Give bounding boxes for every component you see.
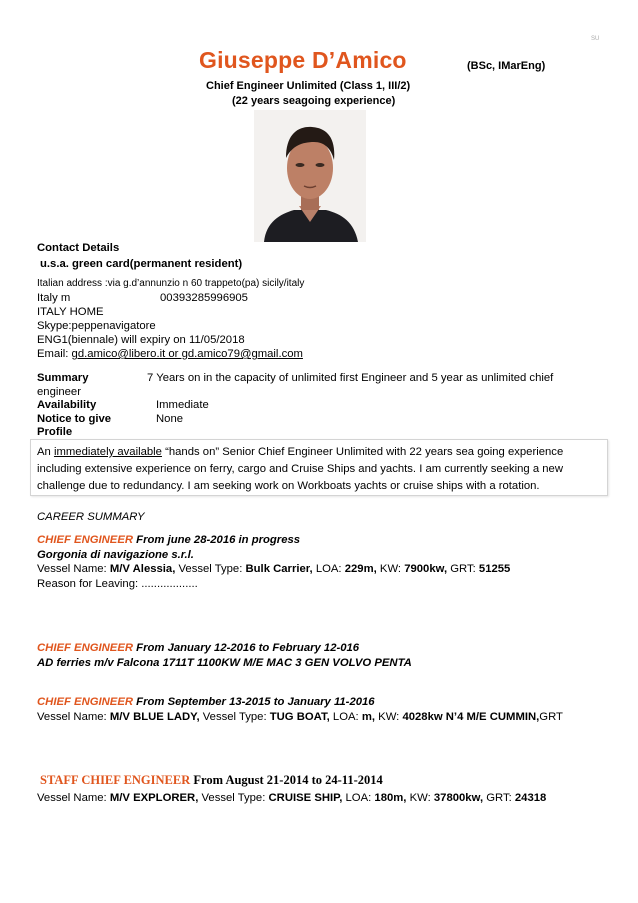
job1-company: Gorgonia di navigazione s.r.l. bbox=[37, 549, 194, 561]
vessel-name-label: Vessel Name: bbox=[37, 711, 110, 723]
job2-header bbox=[37, 642, 359, 654]
availability-value: Immediate bbox=[156, 399, 209, 411]
profile-line-2: including extensive experience on ferry, cargo and Cruise Ships and yachts. I am currently seeking a new bbox=[37, 463, 564, 475]
job1-reason: Reason for Leaving: .................. bbox=[37, 578, 198, 590]
notice-label: Notice to give bbox=[37, 413, 112, 425]
kw-value: 37800kw, bbox=[433, 792, 484, 804]
kw-value: 4028kw N’4 M/E CUMMIN, bbox=[402, 711, 540, 723]
notice-value: None bbox=[156, 413, 184, 425]
loa-value: m, bbox=[361, 711, 376, 723]
candidate-name: Giuseppe D’Amico bbox=[199, 47, 407, 73]
summary-value: 7 Years on in the capacity of unlimited first Engineer and 5 year as unlimited chief bbox=[147, 372, 554, 384]
job1-period: From june 28-2016 in progress bbox=[133, 534, 301, 546]
availability-label: Availability bbox=[37, 399, 97, 411]
home-location: ITALY HOME bbox=[37, 306, 104, 318]
profile-label: Profile bbox=[37, 426, 73, 438]
grt-value: 51255 bbox=[478, 563, 511, 575]
vessel-type-label: Vessel Type: bbox=[198, 792, 269, 804]
contact-heading: Contact Details bbox=[37, 242, 120, 254]
job3-header bbox=[37, 696, 375, 708]
grt-label: GRT: bbox=[483, 792, 515, 804]
job2-period: From January 12-2016 to February 12-016 bbox=[133, 642, 360, 654]
loa-label: LOA: bbox=[342, 792, 375, 804]
loa-label: LOA: bbox=[312, 563, 345, 575]
email-link[interactable]: gd.amico@libero.it or gd.amico79@gmail.com bbox=[71, 348, 303, 360]
job1-role: CHIEF ENGINEER bbox=[37, 534, 134, 546]
loa-value: 180m, bbox=[374, 792, 407, 804]
job2-details: AD ferries m/v Falcona 1711T 1100KW M/E MAC 3 GEN VOLVO PENTA bbox=[37, 657, 412, 669]
qualifications: (BSc, IMarEng) bbox=[467, 60, 546, 72]
vessel-type-label: Vessel Type: bbox=[175, 563, 246, 575]
vessel-name-label: Vessel Name: bbox=[37, 563, 110, 575]
green-card-status: u.s.a. green card(permanent resident) bbox=[40, 258, 243, 270]
phone-label: Italy m bbox=[37, 292, 71, 304]
vessel-type: Bulk Carrier, bbox=[245, 563, 313, 575]
job1-header bbox=[37, 534, 300, 546]
kw-label: KW: bbox=[376, 563, 405, 575]
kw-value: 7900kw, bbox=[404, 563, 448, 575]
summary-value-cont: engineer bbox=[37, 386, 81, 398]
career-summary-heading: CAREER SUMMARY bbox=[37, 511, 145, 523]
italian-address: Italian address :via g.d’annunzio n 60 trappeto(pa) sicily/italy bbox=[37, 278, 305, 289]
profile-intro-prefix: An bbox=[37, 446, 54, 458]
summary-label: Summary bbox=[37, 372, 89, 384]
email-label: Email: bbox=[37, 348, 72, 360]
job3-vessel bbox=[37, 711, 563, 723]
vessel-name: M/V BLUE LADY, bbox=[109, 711, 200, 723]
kw-label: KW: bbox=[375, 711, 403, 723]
job1-vessel bbox=[37, 563, 510, 575]
job3-role: CHIEF ENGINEER bbox=[37, 696, 134, 708]
skype-id: Skype:peppenavigatore bbox=[37, 320, 156, 332]
title-line-2: (22 years seagoing experience) bbox=[232, 95, 396, 107]
grt-value: 24318 bbox=[514, 792, 547, 804]
grt-label: GRT: bbox=[447, 563, 479, 575]
job4-role: STAFF CHIEF ENGINEER bbox=[40, 773, 191, 787]
profile-photo bbox=[254, 110, 366, 242]
immediately-available-text: immediately available bbox=[53, 446, 162, 458]
eng1-expiry: ENG1(biennale) will expiry on 11/05/2018 bbox=[37, 334, 245, 346]
grt-label: GRT bbox=[539, 711, 563, 723]
phone-number: 00393285996905 bbox=[160, 292, 248, 304]
title-line-1: Chief Engineer Unlimited (Class 1, III/2) bbox=[206, 80, 411, 92]
job3-period: From September 13-2015 to January 11-2016 bbox=[133, 696, 375, 708]
corner-mark: SU bbox=[591, 36, 600, 42]
vessel-name: M/V Alessia, bbox=[109, 563, 176, 575]
job4-header bbox=[40, 773, 383, 788]
job4-period: From August 21-2014 to 24-11-2014 bbox=[190, 773, 383, 787]
email-row bbox=[37, 348, 303, 360]
vessel-type-label: Vessel Type: bbox=[199, 711, 270, 723]
profile-line-1-rest: “hands on” Senior Chief Engineer Unlimited with 22 years sea going experience bbox=[161, 446, 564, 458]
loa-label: LOA: bbox=[329, 711, 362, 723]
job4-vessel bbox=[37, 792, 546, 804]
vessel-type: TUG BOAT, bbox=[269, 711, 330, 723]
profile-line-1 bbox=[37, 446, 563, 458]
portrait-image bbox=[254, 110, 366, 242]
vessel-type: CRUISE SHIP, bbox=[268, 792, 343, 804]
vessel-name: M/V EXPLORER, bbox=[109, 792, 199, 804]
kw-label: KW: bbox=[406, 792, 434, 804]
job2-role: CHIEF ENGINEER bbox=[37, 642, 134, 654]
profile-line-3: challenge due to redundancy. I am seeking work on Workboats yachts or cruise ships with a rotation. bbox=[37, 480, 540, 492]
loa-value: 229m, bbox=[344, 563, 377, 575]
vessel-name-label: Vessel Name: bbox=[37, 792, 110, 804]
